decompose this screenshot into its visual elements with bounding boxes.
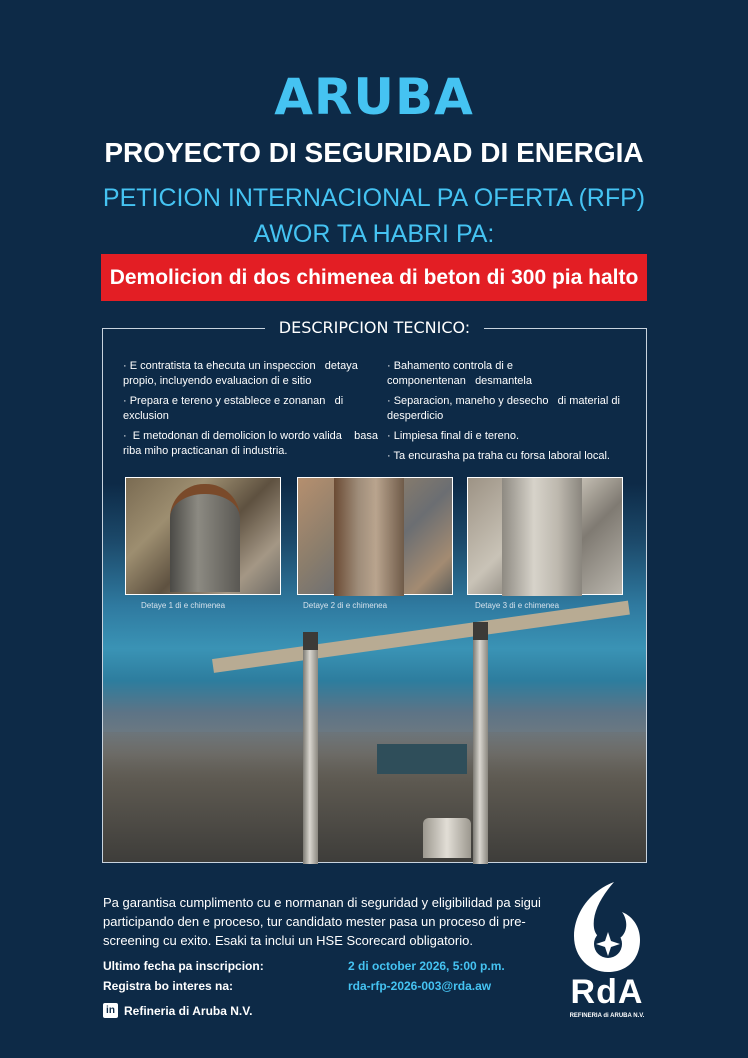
chimney-stack-1 (303, 632, 318, 864)
technical-panel (102, 318, 647, 863)
rfp-heading-line-1: PETICION INTERNACIONAL PA OFERTA (RFP) (102, 184, 646, 212)
prescreening-paragraph: Pa garantisa cumplimento cu e normanan di seguridad y eligibilidad pa sigui participando den e proceso, tur candidato mester pasa un proceso di pre-screening cu exito. Esaki ta inclui un HSE Scorecard obligatorio. (103, 895, 541, 948)
list-item: · Limpiesa final di e tereno. (387, 430, 520, 442)
list-item: · E metodonan di demolicion lo wordo valida basa riba miho practicanan di industria. (123, 430, 378, 457)
photo-caption-3: Detaye 3 di e chimenea (475, 601, 560, 610)
photo-caption-2: Detaye 2 di e chimenea (303, 601, 388, 610)
plant-area (103, 732, 646, 862)
project-banner: Demolicion di dos chimenea di beton di 300 pia halto (101, 254, 647, 301)
chimney-detail-photo-3 (467, 477, 623, 595)
register-label: Registra bo interes na: (103, 979, 234, 993)
list-item: · Prepara e tereno y establece e zonanan di exclusion (123, 395, 344, 422)
list-item: · Ta encurasha pa traha cu forsa laboral local. (387, 450, 610, 462)
page-subtitle: PROYECTO DI SEGURIDAD DI ENERGIA (104, 137, 644, 168)
deadline-value: 2 di october 2026, 5:00 p.m. (348, 959, 505, 973)
jetty (212, 601, 630, 673)
register-email-link[interactable]: rda-rfp-2026-003@rda.aw (348, 979, 492, 993)
technical-list-right (387, 359, 637, 469)
chimney-detail-photo-1 (125, 477, 281, 595)
linkedin-icon: in (103, 1003, 118, 1018)
logo-name: RdA (570, 973, 644, 1011)
technical-list-left (123, 359, 378, 464)
water-basin (377, 744, 467, 774)
page-title: ARUBA (274, 68, 474, 126)
storage-tank (423, 818, 471, 858)
chimney-detail-photo-2 (297, 477, 453, 595)
list-item: · E contratista ta ehecuta un inspeccion detaya propio, incluyendo evaluacion di e sitio (123, 360, 358, 387)
technical-heading: DESCRIPCION TECNICO: (265, 318, 484, 337)
deadline-label: Ultimo fecha pa inscripcion: (103, 959, 264, 973)
logo-subtitle: REFINERIA di ARUBA N.V. (569, 1013, 645, 1019)
list-item: · Separacion, maneho y desecho di material di desperdicio (387, 395, 620, 422)
photo-caption-1: Detaye 1 di e chimenea (141, 601, 226, 610)
rfp-heading-line-2: AWOR TA HABRI PA: (253, 220, 495, 248)
linkedin-label: Refineria di Aruba N.V. (124, 1003, 253, 1018)
linkedin-link[interactable] (103, 1003, 252, 1018)
list-item: · Bahamento controla di e componentenan desmantela (387, 360, 532, 387)
chimney-stack-2 (473, 622, 488, 864)
